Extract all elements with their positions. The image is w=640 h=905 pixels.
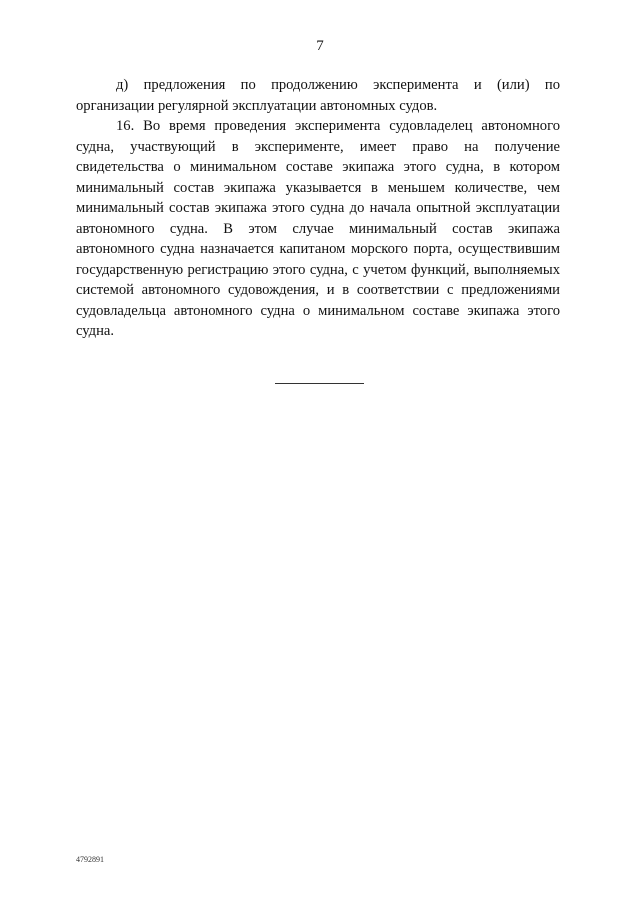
end-separator-line: [275, 383, 364, 384]
page-number: 7: [316, 38, 324, 54]
paragraph-16: 16. Во время проведения эксперимента судовладелец автономного судна, участвующий в эксперименте, имеет право на получение свидетельства о минимальном составе экипажа этого судна, в котором минимальный состав экипажа указывается в меньшем количестве, чем минимальный состав экипажа этого судна до начала опытной эксплуатации автономного судна. В этом случае минимальный состав экипажа автономного судна назначается капитаном морского порта, осуществившим государственную регистрацию этого судна, с учетом функций, выполняемых системой автономного судовождения, и в соответствии с предложениями судовладельца автономного судна о минимальном составе экипажа этого судна.: [76, 118, 560, 339]
document-body: [76, 75, 560, 342]
document-id: 4792891: [76, 855, 104, 864]
paragraph-item-d: д) предложения по продолжению эксперимента и (или) по организации регулярной эксплуатации автономных судов.: [76, 77, 560, 114]
